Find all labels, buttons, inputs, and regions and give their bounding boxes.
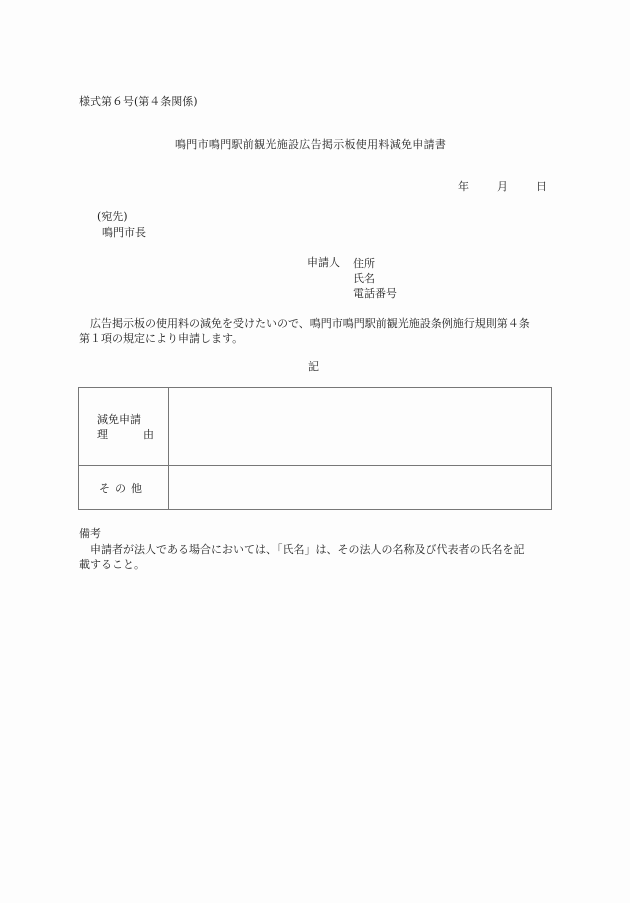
applicant-label: 申請人 (307, 256, 340, 269)
applicant-fields (353, 256, 397, 301)
body-line-2: 第１項の規定により申請します。 (79, 332, 244, 345)
reason-label-ri: 理 (97, 427, 108, 441)
date-line (458, 180, 547, 194)
table-row-reason (79, 388, 552, 466)
body-text (79, 316, 530, 346)
document-title: 鳴門市鳴門駅前観光施設広告掲示板使用料減免申請書 (175, 138, 447, 151)
reason-value-cell[interactable] (169, 388, 552, 466)
table-row-other (79, 466, 552, 510)
reason-label-line1: 減免申請 (97, 412, 141, 426)
other-label-cell (79, 466, 169, 510)
remarks-text (79, 542, 525, 572)
remarks-line-2: 載すること。 (79, 558, 145, 571)
form-number: 様式第６号(第４条関係) (79, 95, 198, 108)
addressee-name: 鳴門市長 (102, 226, 146, 239)
addressee-label: (宛先) (97, 210, 128, 223)
applicant-address-field: 住所 (353, 257, 375, 270)
reason-label-cell (79, 388, 169, 466)
ki-heading: 記 (308, 360, 319, 373)
remarks-line-1: 申請者が法人である場合においては、「氏名」は、その法人の名称及び代表者の氏名を記 (79, 543, 525, 556)
application-table (78, 387, 552, 510)
date-day: 日 (536, 180, 547, 193)
applicant-phone-field: 電話番号 (353, 287, 397, 300)
other-label: その他 (99, 481, 147, 495)
remarks-title: 備考 (79, 527, 101, 540)
body-line-1: 広告掲示板の使用料の減免を受けたいので、鳴門市鳴門駅前観光施設条例施行規則第４条 (79, 317, 530, 330)
reason-label-yu: 由 (143, 427, 154, 441)
date-month: 月 (497, 180, 508, 193)
applicant-name-field: 氏名 (353, 272, 375, 285)
date-year: 年 (458, 180, 469, 193)
other-value-cell[interactable] (169, 466, 552, 510)
